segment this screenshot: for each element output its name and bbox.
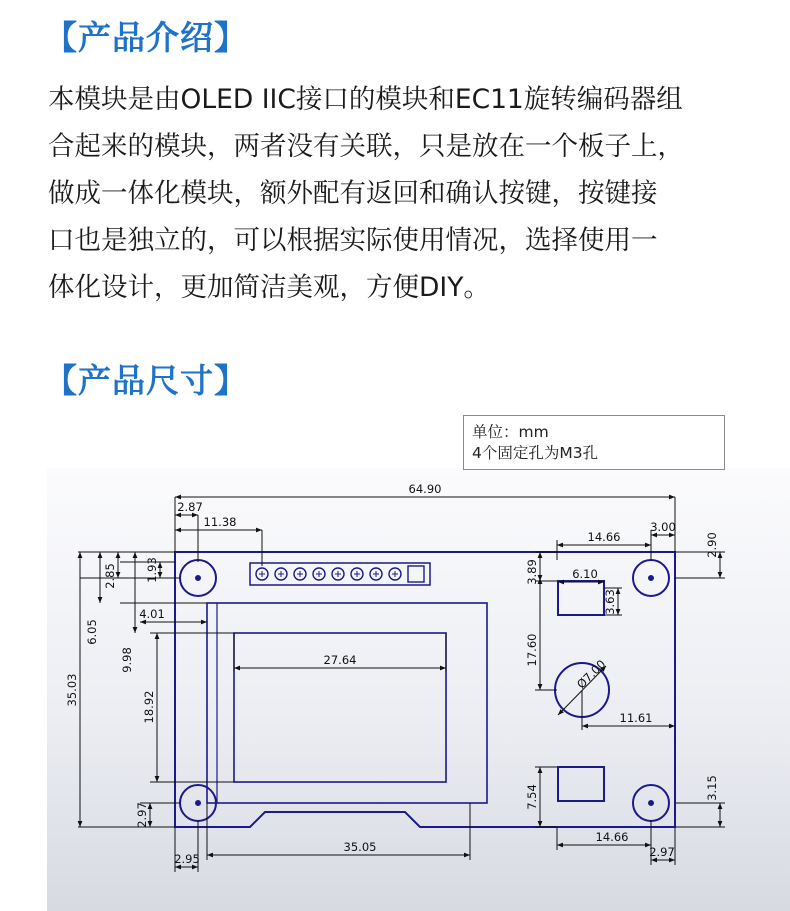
- dim-bottom-right-hole-edge: 2.97: [649, 845, 675, 859]
- dim-bottom-width: 35.05: [343, 840, 377, 854]
- dim-button-top: 3.89: [525, 559, 539, 585]
- dim-display-left: 4.01: [139, 607, 165, 621]
- intro-line: 本模块是由OLED IIC接口的模块和EC11旋转编码器组: [48, 84, 683, 115]
- dim-bottom-left-hole-y: 2.97: [135, 802, 149, 828]
- dim-right-hole-x: 14.66: [587, 530, 621, 544]
- dim-bottom-right-hole-x: 14.66: [595, 830, 629, 844]
- unit-note-unit: 单位：mm: [472, 423, 549, 441]
- dim-overall-height: 35.03: [65, 673, 79, 707]
- dim-button-width: 6.10: [572, 567, 598, 581]
- intro-line: 体化设计，更加简洁美观，方便DIY。: [48, 272, 490, 303]
- unit-note: [463, 415, 725, 470]
- dim-bottom-right-hole-y: 3.15: [705, 775, 719, 801]
- board: [175, 552, 675, 827]
- dim-overall-width: 64.90: [408, 482, 442, 496]
- dim-left-hole-top-b: 1.93: [145, 557, 159, 583]
- dimension-labels: [65, 482, 719, 866]
- product-intro-heading: 【产品介绍】: [44, 18, 248, 57]
- dim-button-height: 3.63: [603, 589, 617, 615]
- board-outline: [175, 552, 675, 827]
- dim-display-width: 27.64: [323, 653, 357, 667]
- dim-bottom-left-hole-x: 2.95: [174, 852, 200, 866]
- product-size-heading: 【产品尺寸】: [44, 361, 248, 400]
- top-button: [558, 581, 604, 615]
- dim-display-height: 18.92: [142, 690, 156, 724]
- intro-line: 口也是独立的，可以根据实际使用情况，选择使用一: [48, 225, 658, 256]
- dim-hole-left-offset: 2.87: [177, 500, 203, 514]
- dim-encoder-x: 11.61: [619, 711, 653, 725]
- dim-display-top: 6.05: [85, 619, 99, 645]
- dim-left-hole-top-a: 2.85: [103, 563, 117, 589]
- dim-encoder-y: 17.60: [525, 633, 539, 667]
- intro-line: 做成一体化模块，额外配有返回和确认按键，按键接: [48, 178, 658, 209]
- unit-note-holes: 4个固定孔为M3孔: [472, 444, 599, 462]
- intro-line: 合起来的模块，两者没有关联，只是放在一个板子上，: [48, 131, 684, 162]
- dim-right-hole-top: 2.90: [705, 532, 719, 558]
- dim-bottom-button: 7.54: [525, 784, 539, 810]
- dim-encoder-diameter: Ø7.00: [573, 656, 609, 692]
- dim-display-area-top: 9.98: [120, 647, 134, 673]
- header-pins: [256, 566, 424, 582]
- bottom-button: [558, 767, 604, 801]
- dim-header-offset: 11.38: [203, 515, 237, 529]
- dim-hole-diameter: 3.00: [650, 520, 676, 534]
